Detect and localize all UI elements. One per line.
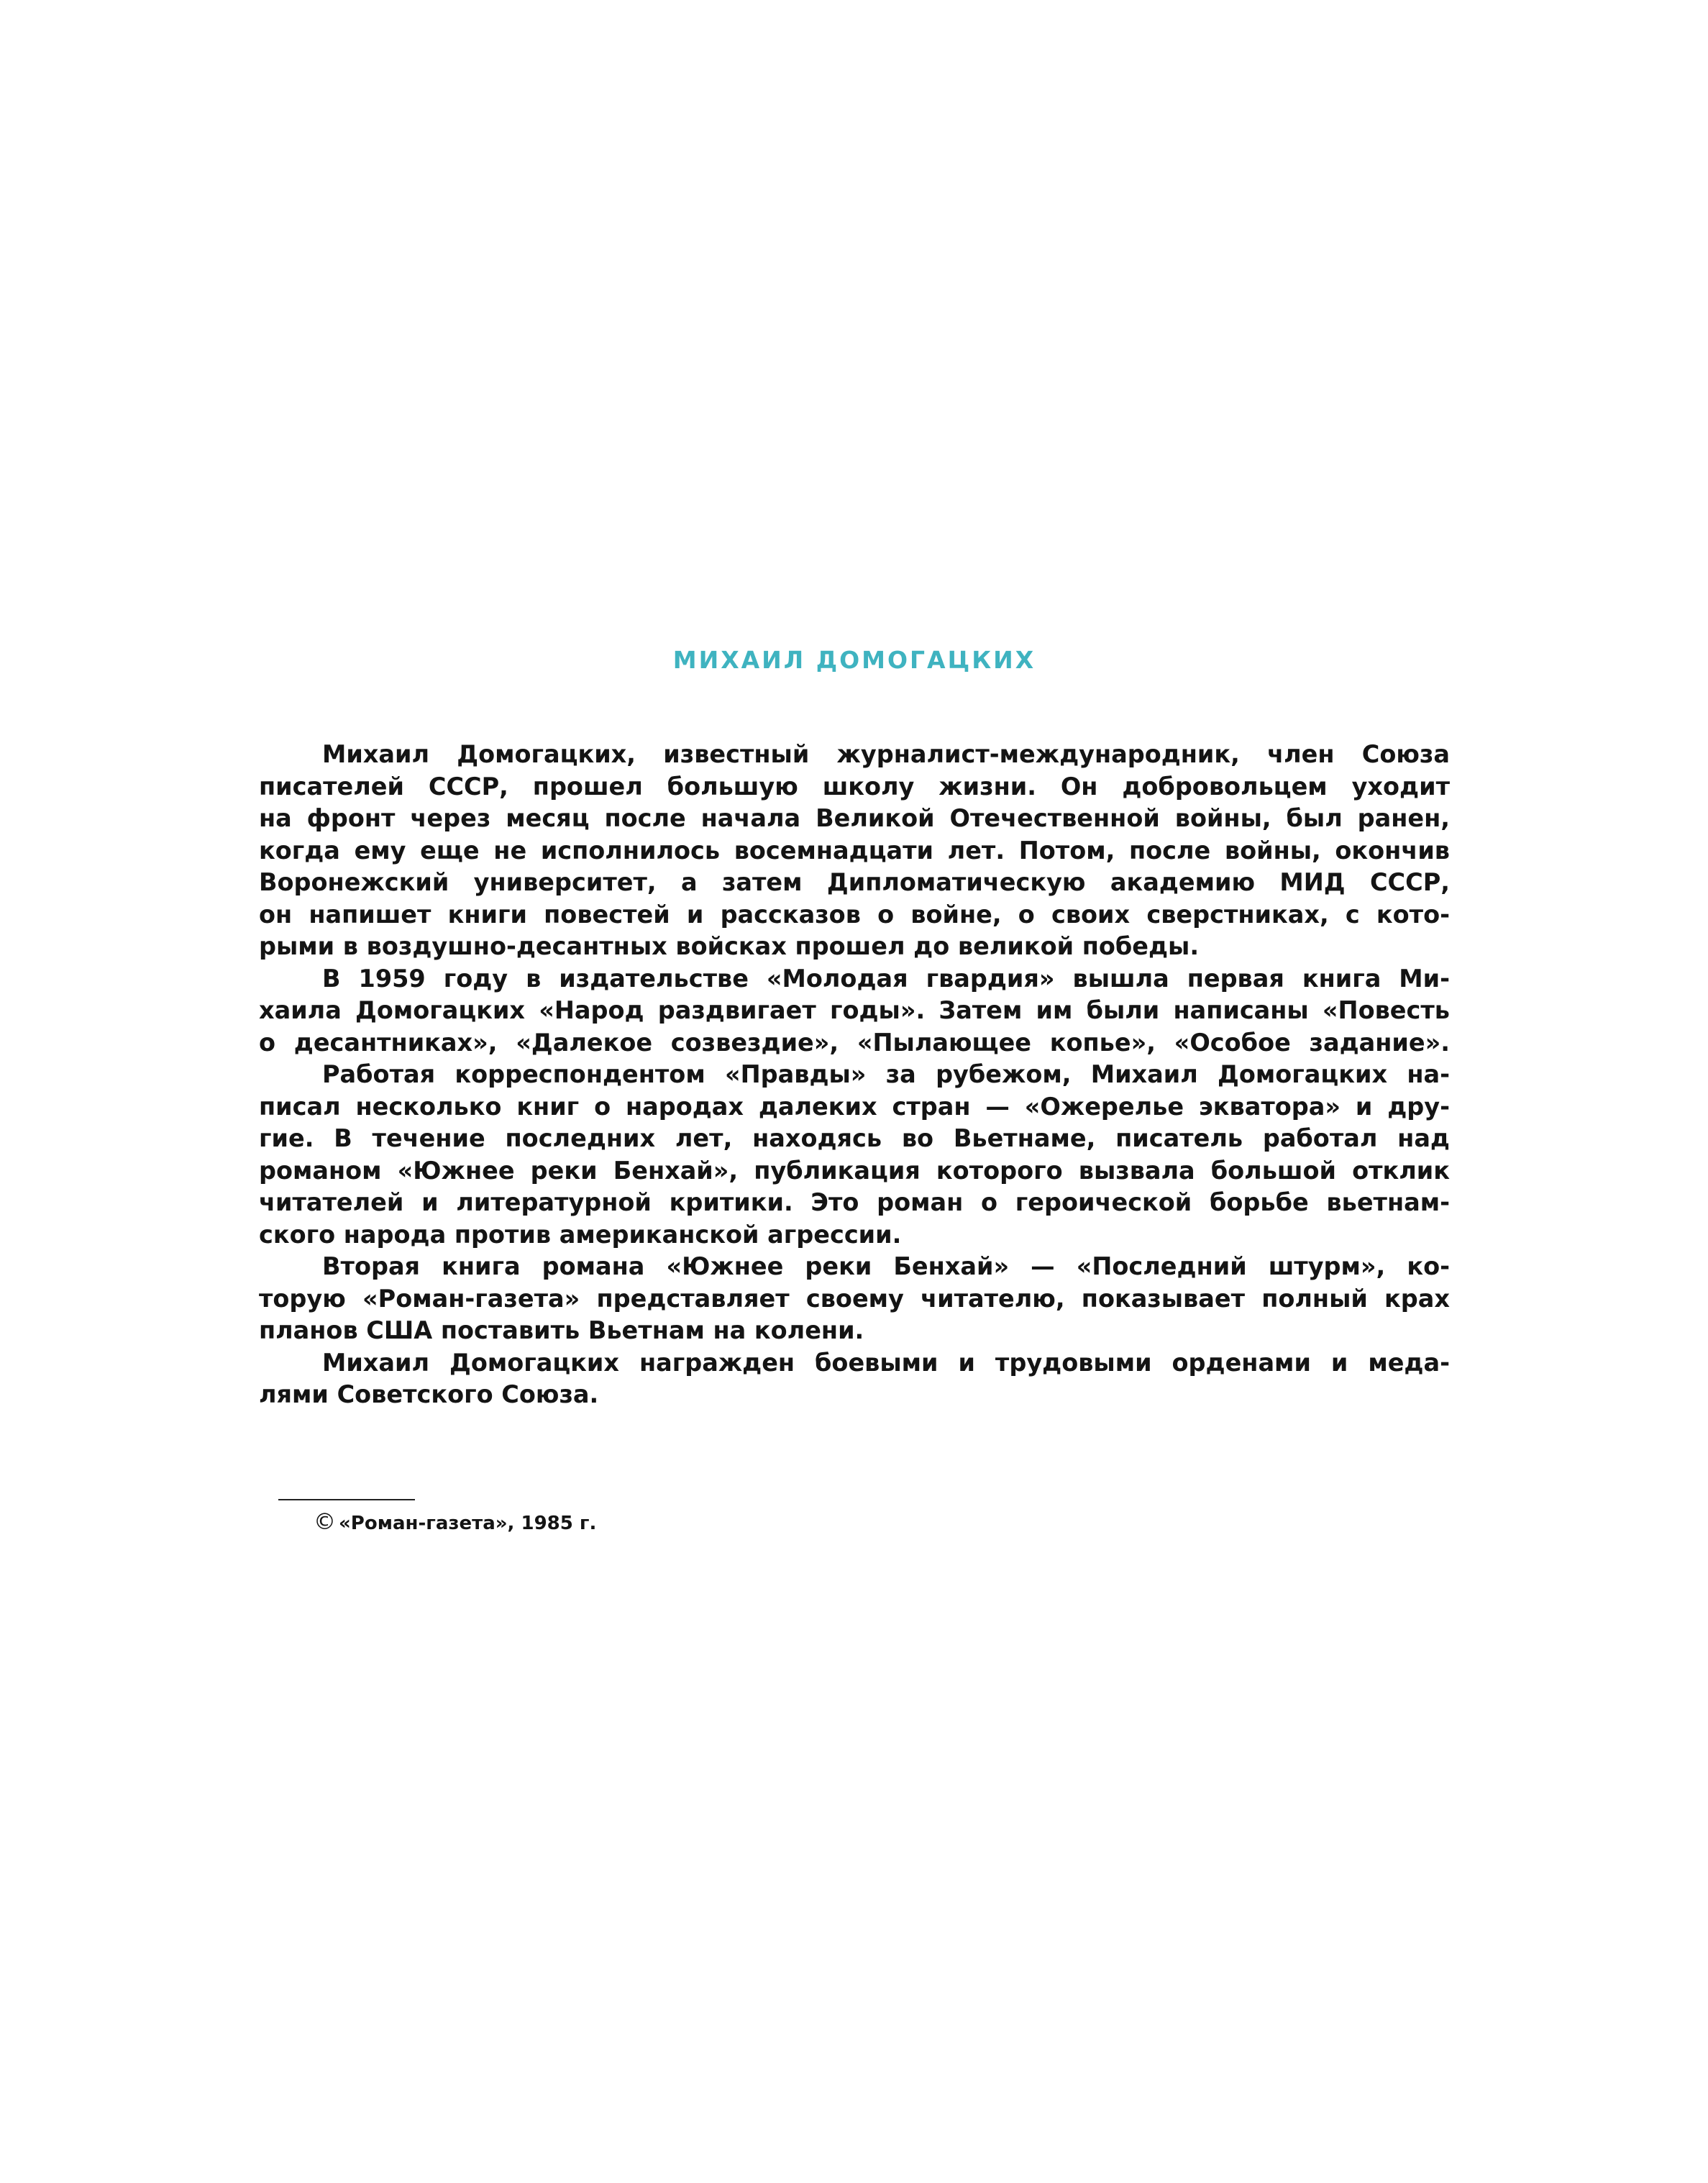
bio-line: читателей и литературной критики. Это роман о героической борьбе вьетнам-	[259, 1188, 1450, 1216]
author-biography	[259, 739, 1450, 1411]
bio-line: рыми в воздушно-десантных войсках прошел до великой победы.	[259, 932, 1200, 960]
bio-line: Воронежский университет, а затем Дипломатическую академию МИД СССР,	[259, 868, 1450, 896]
bio-line: Вторая книга романа «Южнее реки Бенхай» — «Последний штурм», ко-	[322, 1252, 1450, 1280]
bio-line: ского народа против американской агрессии.	[259, 1220, 902, 1249]
bio-line: планов США поставить Вьетнам на колени.	[259, 1316, 864, 1344]
footnote-divider	[278, 1499, 415, 1500]
bio-line: В 1959 году в издательстве «Молодая гвардия» вышла первая книга Ми-	[322, 964, 1450, 993]
bio-line: Михаил Домогацких награжден боевыми и трудовыми орденами и меда-	[322, 1348, 1450, 1377]
bio-line: торую «Роман-газета» представляет своему читателю, показывает полный крах	[259, 1284, 1450, 1313]
copyright-notice	[314, 1509, 596, 1535]
author-heading: МИХАИЛ ДОМОГАЦКИХ	[672, 646, 1036, 674]
bio-line: когда ему еще не исполнилось восемнадцати лет. Потом, после войны, окончив	[259, 836, 1450, 865]
bio-line: Работая корреспондентом «Правды» за рубежом, Михаил Домогацких на-	[322, 1060, 1450, 1088]
bio-line: лями Советского Союза.	[259, 1380, 599, 1408]
bio-line: романом «Южнее реки Бенхай», публикация которого вызвала большой отклик	[259, 1156, 1450, 1185]
bio-line: хаила Домогацких «Народ раздвигает годы». Затем им были написаны «Повесть	[259, 996, 1450, 1024]
bio-line: писал несколько книг о народах далеких стран — «Ожерелье экватора» и дру-	[259, 1092, 1450, 1121]
copyright-icon: ©	[314, 1509, 336, 1535]
bio-line: писателей СССР, прошел большую школу жизни. Он добровольцем уходит	[259, 772, 1450, 801]
bio-line: Михаил Домогацких, известный журналист-международник, член Союза	[322, 740, 1450, 768]
copyright-text: «Роман-газета», 1985 г.	[339, 1513, 597, 1534]
bio-line: он напишет книги повестей и рассказов о войне, о своих сверстниках, с кото-	[259, 900, 1450, 929]
bio-line: гие. В течение последних лет, находясь во Вьетнаме, писатель работал над	[259, 1124, 1450, 1152]
bio-line: о десантниках», «Далекое созвездие», «Пылающее копье», «Особое задание».	[259, 1028, 1450, 1057]
bio-line: на фронт через месяц после начала Великой Отечественной войны, был ранен,	[259, 804, 1450, 832]
